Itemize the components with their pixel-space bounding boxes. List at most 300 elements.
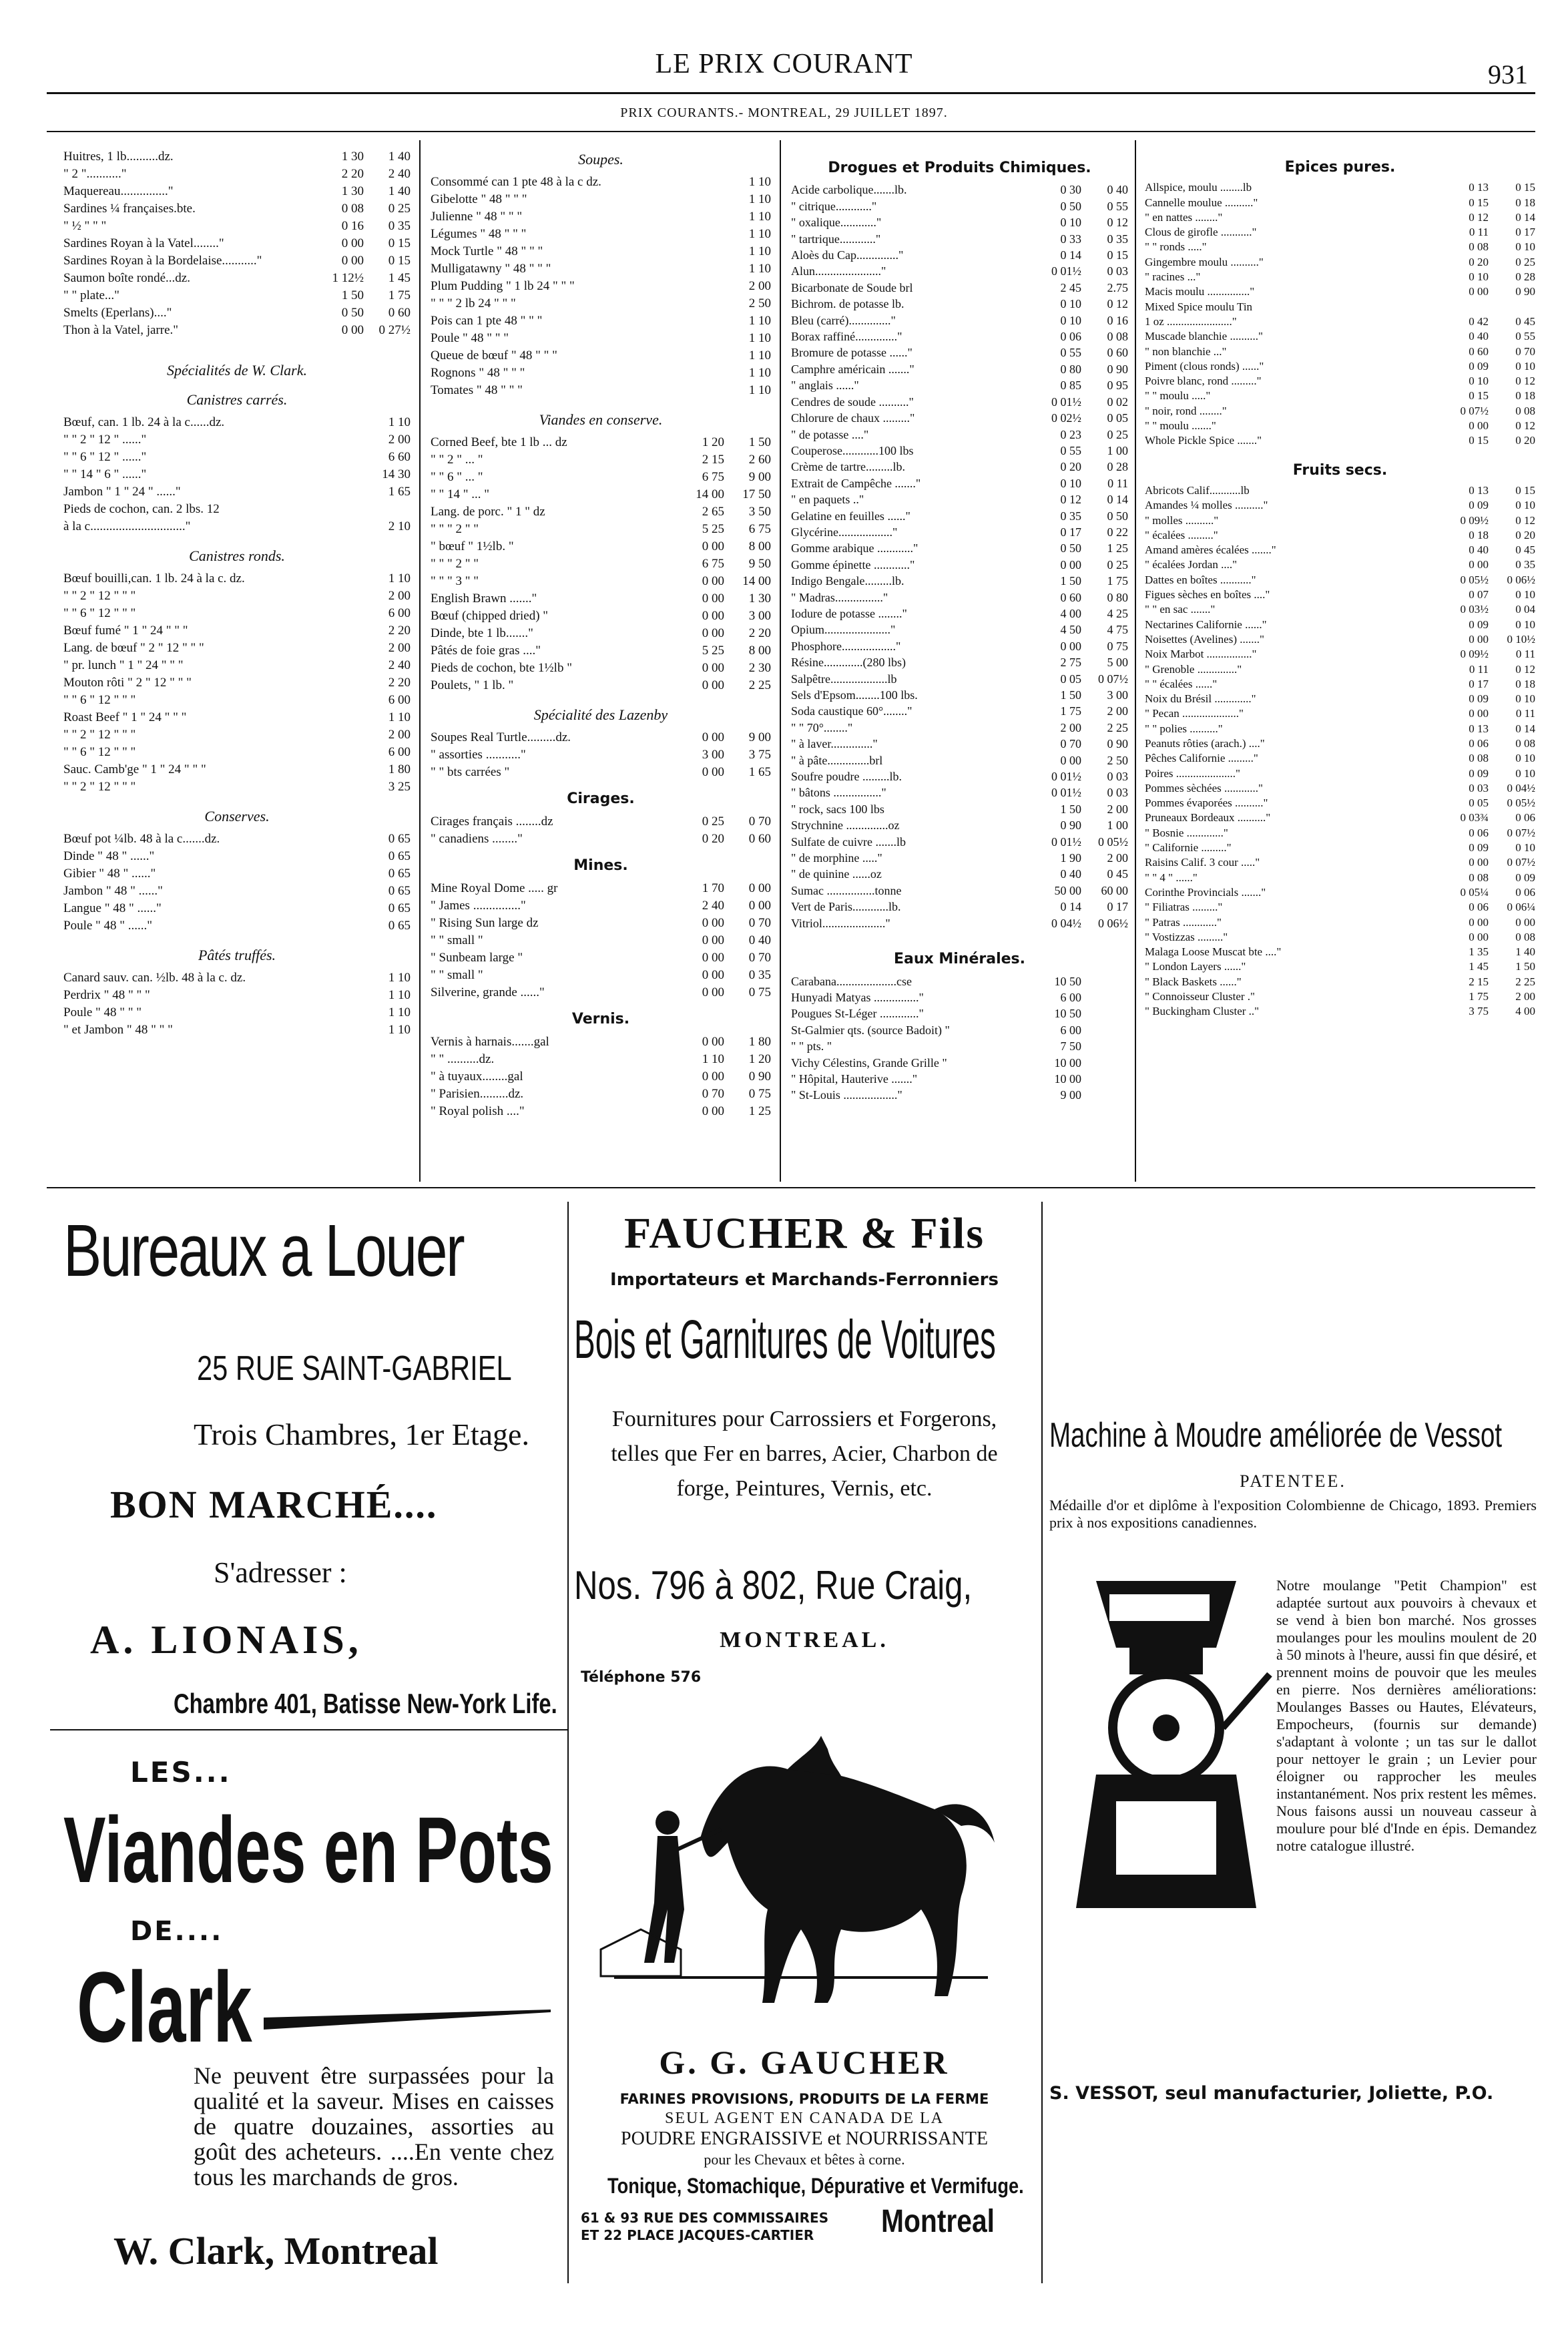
item-name: " Bosnie ............." (1145, 826, 1228, 839)
price-high: 1 20 (748, 1052, 771, 1066)
item-name: " en nattes ........" (1145, 210, 1223, 224)
price-low: 0 01½ (1051, 835, 1081, 849)
item-name: Poivre blanc, rond ........." (1145, 375, 1262, 388)
price-high (1081, 1071, 1128, 1087)
price-low: 0 60 (1469, 344, 1489, 358)
stove-polish-list (431, 880, 771, 1001)
price-row (791, 915, 1128, 931)
price-row (63, 969, 411, 987)
price-column-2 (431, 148, 771, 1120)
price-row (1145, 841, 1535, 855)
price-high: 0 45 (1515, 314, 1535, 328)
price-high: 2 00 (388, 728, 411, 742)
price-low: 14 00 (696, 487, 724, 501)
price-high: 1 40 (1515, 945, 1535, 959)
price-low: 0 09 (1469, 766, 1489, 780)
price-high: 1 50 (748, 435, 771, 449)
canned-meats-list (431, 434, 771, 694)
price-low: 0 10 (1469, 375, 1489, 388)
price-low (317, 483, 364, 501)
price-low: 0 06 (1469, 901, 1489, 914)
item-name: Résine.............(280 lbs) (791, 656, 906, 670)
price-low: 0 09½ (1460, 648, 1489, 661)
price-row (63, 674, 411, 692)
price-high: 0 06½ (1507, 573, 1535, 586)
price-low: 0 20 (1469, 255, 1489, 268)
price-row (791, 459, 1128, 475)
price-low: 0 50 (1060, 541, 1081, 555)
price-high: 0 25 (1107, 557, 1128, 571)
price-row (1145, 528, 1535, 543)
item-name: " " small " (431, 933, 483, 947)
price-low: 0 00 (702, 574, 724, 588)
ad-faucher-address: Nos. 796 à 802, Rue Craig, (574, 1563, 973, 1608)
price-low (317, 692, 364, 709)
price-row (63, 744, 411, 761)
price-low: 0 60 (1060, 590, 1081, 604)
item-name: " citrique............" (791, 199, 877, 213)
price-low: 0 00 (1469, 930, 1489, 943)
item-name: Bicarbonate de Soude brl (791, 280, 913, 294)
price-low: 1 30 (341, 184, 364, 198)
item-name: " à laver.............." (791, 737, 878, 751)
item-name: " Buckingham Cluster .." (1145, 1005, 1260, 1018)
item-name: " bœuf " 1½lb. " (431, 539, 514, 553)
price-high: 0 60 (748, 832, 771, 846)
price-row (1145, 374, 1535, 389)
price-high: 1 30 (748, 592, 771, 606)
price-low (678, 174, 724, 191)
item-name: Bœuf bouilli,can. 1 lb. 24 à la c. dz. (63, 571, 245, 586)
price-high: 0 70 (748, 814, 771, 829)
price-low (317, 588, 364, 605)
price-high: 1 50 (1515, 960, 1535, 973)
price-row (1145, 588, 1535, 602)
price-row (431, 174, 771, 191)
item-name: Mine Royal Dome ..... gr (431, 881, 558, 895)
item-name: " " moulu ....." (1145, 389, 1211, 403)
price-low: 0 06 (1469, 826, 1489, 839)
item-name: " Rising Sun large dz (431, 916, 539, 930)
price-low: 0 35 (1060, 509, 1081, 523)
price-low (678, 260, 724, 278)
price-row (791, 866, 1128, 882)
price-row (431, 880, 771, 897)
item-name: " " plate..." (63, 288, 119, 302)
price-high: 0 10 (1515, 359, 1535, 373)
price-high: 0 03 (1107, 770, 1128, 784)
price-low: 0 30 (1060, 183, 1081, 197)
item-name: Mixed Spice moulu Tin (1145, 300, 1253, 313)
price-high: 0 65 (388, 884, 411, 898)
price-low: 0 10 (1469, 270, 1489, 284)
price-row (1145, 483, 1535, 498)
price-low: 0 08 (341, 202, 364, 216)
price-row (791, 752, 1128, 768)
price-row (791, 377, 1128, 393)
price-row (791, 540, 1128, 556)
page-title: LE PRIX COURANT (655, 49, 913, 79)
price-row (791, 834, 1128, 850)
column-divider (780, 140, 781, 1182)
price-low: 0 01½ (1051, 264, 1081, 278)
item-name: Poires ....................." (1145, 766, 1240, 780)
price-low: 1 12½ (332, 271, 364, 285)
item-name: Extrait de Campêche ......." (791, 476, 921, 490)
item-name: " " 6 " 12 " " " (63, 745, 136, 759)
price-row (431, 677, 771, 694)
item-name: Sardines Royan à la Vatel........" (63, 236, 224, 250)
item-name: " assorties ..........." (431, 748, 526, 762)
price-high: 0 05½ (1507, 796, 1535, 810)
price-low: 1 20 (702, 435, 724, 449)
ad-faucher-sub: Importateurs et Marchands-Ferronniers (610, 1270, 999, 1290)
price-high: 0 14 (1515, 722, 1535, 735)
price-low: 1 50 (341, 288, 364, 302)
price-high: 2 50 (748, 296, 771, 310)
item-name: " James ..............." (431, 899, 526, 913)
price-row (63, 218, 411, 235)
price-row (431, 365, 771, 382)
item-name: " oxalique............" (791, 216, 882, 230)
item-name: " et Jambon " 48 " " " (63, 1023, 173, 1037)
item-name: Bœuf pot ¼lb. 48 à la c.......dz. (63, 832, 220, 846)
price-row (431, 764, 771, 781)
price-low: 0 12 (1060, 493, 1081, 507)
price-high: 1 10 (388, 415, 411, 429)
price-low (317, 657, 364, 674)
price-low: 10 00 (1054, 1072, 1081, 1086)
price-low (678, 295, 724, 312)
ad-bureaux-address: 25 RUE SAINT-GABRIEL (197, 1349, 512, 1388)
price-high: 0 12 (1515, 662, 1535, 676)
item-name: Maquereau..............." (63, 184, 174, 198)
price-high: 0 45 (1515, 543, 1535, 557)
item-name: Consommé can 1 pte 48 à la c dz. (431, 175, 601, 189)
ad-gaucher-city: Montreal (881, 2204, 995, 2239)
price-high (1081, 989, 1128, 1005)
price-high: 1 10 (388, 971, 411, 985)
item-name: " tartrique............" (791, 232, 881, 246)
price-low: 0 50 (341, 306, 364, 320)
price-low: 0 13 (1469, 722, 1489, 735)
price-high: 0 14 (1107, 493, 1128, 507)
item-name: Langue " 48 " ......" (63, 901, 162, 915)
price-row (63, 235, 411, 252)
price-low: 0 00 (702, 592, 724, 606)
price-row (791, 231, 1128, 247)
price-high: 0 90 (1107, 737, 1128, 751)
price-high: 1 65 (748, 765, 771, 779)
price-low (317, 761, 364, 778)
ad-bureaux (63, 1208, 557, 1729)
item-name: Mock Turtle " 48 " " " (431, 244, 543, 258)
price-low: 6 00 (1060, 990, 1081, 1004)
price-high: 0 70 (1515, 344, 1535, 358)
price-high: 0 35 (1107, 232, 1128, 246)
price-high: 0 20 (1515, 434, 1535, 447)
price-row (791, 394, 1128, 410)
ad-bureaux-rooms: Trois Chambres, 1er Etage. (194, 1417, 529, 1451)
price-high: 0 45 (1107, 867, 1128, 881)
item-name: Canard sauv. can. ½lb. 48 à la c. dz. (63, 971, 246, 985)
column-divider (1135, 140, 1136, 1182)
price-row (431, 590, 771, 608)
ad-bureaux-contact: S'adresser : (214, 1556, 347, 1589)
item-name: " Sunbeam large " (431, 951, 523, 965)
price-high: 1 25 (1107, 541, 1128, 555)
item-name: Corned Beef, bte 1 lb ... dz (431, 435, 567, 449)
horse-illustration (587, 1709, 1015, 2016)
item-name: Dattes en boîtes ..........." (1145, 573, 1256, 586)
canned-meats-heading: Viandes en conserve. (539, 411, 663, 428)
price-row (791, 671, 1128, 687)
item-name: Cannelle moulue .........." (1145, 196, 1258, 209)
item-name: Vitriol....................." (791, 916, 890, 930)
item-name: Muscade blanchie .........." (1145, 330, 1263, 343)
price-high: 1 40 (388, 184, 411, 198)
price-low: 2 15 (1469, 975, 1489, 988)
ad-clark-title: Viandes en Pots (63, 1797, 553, 1902)
price-high: 0 12 (1107, 216, 1128, 230)
price-row (791, 784, 1128, 800)
price-high: 1 10 (388, 1005, 411, 1019)
price-low: 10 50 (1054, 974, 1081, 988)
item-name: Opium......................" (791, 623, 896, 637)
price-row (791, 768, 1128, 784)
ad-gaucher-address2: ET 22 PLACE JACQUES-CARTIER (581, 2227, 814, 2243)
item-name: Pommes sèchées ............" (1145, 781, 1263, 794)
ad-gaucher-name: G. G. GAUCHER (659, 2044, 950, 2081)
price-high: 0 07½ (1507, 856, 1535, 869)
soups-list (431, 174, 771, 399)
item-name: Sardines ¼ françaises.bte. (63, 202, 196, 216)
price-row (63, 1021, 411, 1039)
item-name: Gelatine en feuilles ......" (791, 509, 910, 523)
price-high: 1 10 (748, 192, 771, 206)
price-low: 0 15 (1469, 196, 1489, 209)
price-low: 0 10 (1060, 216, 1081, 230)
price-low: 2 00 (1060, 720, 1081, 734)
price-row (63, 883, 411, 900)
varnish-list (431, 1033, 771, 1120)
price-high: 0 05½ (1098, 835, 1128, 849)
price-low (317, 778, 364, 796)
price-row (1145, 513, 1535, 528)
price-row (431, 831, 771, 848)
ad-vessot-signature: S. VESSOT, seul manufacturier, Joliette, P.O. (1049, 2083, 1494, 2104)
price-row (63, 831, 411, 848)
price-high: 0 35 (1515, 558, 1535, 571)
item-name: Phosphore.................." (791, 639, 901, 653)
price-row (1145, 329, 1535, 344)
price-low: 10 50 (1054, 1007, 1081, 1021)
price-row (431, 897, 771, 915)
price-row (1145, 180, 1535, 195)
price-high: 1 10 (388, 571, 411, 586)
price-row (791, 1038, 1128, 1054)
spices-list (1145, 180, 1535, 448)
price-row (1145, 618, 1535, 632)
price-row (63, 518, 411, 535)
price-low: 0 08 (1469, 871, 1489, 884)
price-row (1145, 662, 1535, 677)
price-row (431, 243, 771, 260)
price-low: 6 75 (702, 557, 724, 571)
price-high: 0 08 (1515, 930, 1535, 943)
price-low (317, 449, 364, 466)
price-high: 1 25 (748, 1104, 771, 1118)
price-row (63, 200, 411, 218)
item-name: " " 2 " ... " (431, 453, 483, 467)
price-column-4 (1145, 148, 1535, 1019)
price-row (791, 1022, 1128, 1038)
ad-clark-de: DE.... (130, 1916, 224, 1947)
price-high: 0 25 (388, 202, 411, 216)
item-name: Poule " 48 " ......" (63, 919, 153, 933)
price-high: 1 45 (388, 271, 411, 285)
polish-heading: Cirages. (567, 790, 635, 807)
price-high: 1 75 (1107, 574, 1128, 588)
price-row (63, 322, 411, 339)
price-row (63, 148, 411, 166)
price-low: 0 00 (1469, 419, 1489, 433)
price-low (678, 365, 724, 382)
price-low: 0 14 (1060, 900, 1081, 914)
price-low: 0 00 (341, 323, 364, 337)
price-low: 0 00 (702, 626, 724, 640)
price-row (1145, 433, 1535, 448)
price-high: 0 25 (1515, 255, 1535, 268)
price-low: 0 00 (1469, 285, 1489, 298)
price-row (63, 570, 411, 588)
item-name: Dinde " 48 " ......" (63, 849, 155, 863)
ad-vessot (1049, 1415, 1537, 2104)
item-name: " Patras ............" (1145, 915, 1222, 929)
price-row (1145, 404, 1535, 419)
ad-vessot-text1: Médaille d'or et diplôme à l'exposition Colombienne de Chicago, 1893. Premiers prix à nos expositions canadiennes. (1049, 1497, 1537, 1531)
item-name: Cendres de soude .........." (791, 395, 914, 409)
price-low: 0 05½ (1460, 573, 1489, 586)
price-low: 0 20 (702, 832, 724, 846)
price-low (678, 226, 724, 243)
price-row (791, 622, 1128, 638)
price-low (678, 330, 724, 347)
item-name: " écalées Jordan ...." (1145, 558, 1238, 571)
price-row (791, 312, 1128, 328)
price-high: 0 75 (748, 985, 771, 999)
price-low: 0 00 (1469, 632, 1489, 646)
price-low: 0 33 (1060, 232, 1081, 246)
pates-list (63, 969, 411, 1039)
price-low: 0 42 (1469, 314, 1489, 328)
item-name: " bâtons ................" (791, 786, 886, 800)
price-high (364, 501, 411, 518)
price-low: 0 01½ (1051, 786, 1081, 800)
item-name: Salpêtre...................lb (791, 672, 897, 686)
dried-fruits-list (1145, 483, 1535, 1019)
price-row (431, 451, 771, 469)
price-low: 0 16 (341, 219, 364, 233)
price-high: 0 12 (1515, 375, 1535, 388)
price-high: 0 12 (1107, 297, 1128, 311)
item-name: Sels d'Epsom........100 lbs. (791, 688, 918, 702)
item-name: " non blanchie ..." (1145, 344, 1227, 358)
item-name: Poulets, " 1 lb. " (431, 678, 514, 692)
item-name: " " 2 " 12 " " " (63, 589, 136, 603)
item-name: Peanuts rôties (arach.) ...." (1145, 736, 1265, 750)
price-high: 3 75 (748, 748, 771, 762)
price-low (317, 744, 364, 761)
price-row (63, 865, 411, 883)
price-high: 14 00 (742, 574, 771, 588)
item-name: Cirages français ........dz (431, 814, 553, 829)
item-name: Strychnine ..............oz (791, 819, 900, 833)
item-name: " " moulu ......." (1145, 419, 1216, 433)
item-name: Macis moulu ..............." (1145, 285, 1255, 298)
price-low: 0 00 (1469, 707, 1489, 720)
item-name: Figues sèches en boîtes ...." (1145, 588, 1270, 602)
price-high: 0 07½ (1507, 826, 1535, 839)
item-name: " Grenoble .............." (1145, 662, 1242, 676)
price-low (678, 278, 724, 295)
price-low (1442, 300, 1489, 314)
soups-heading: Soupes. (578, 151, 623, 168)
ad-gaucher-line3: POUDRE ENGRAISSIVE et NOURRISSANTE (621, 2128, 988, 2149)
price-row (431, 330, 771, 347)
item-name: " écalées ........." (1145, 528, 1218, 541)
lazenby-list (431, 729, 771, 781)
round-cans-heading: Canistres ronds. (189, 547, 285, 564)
price-row (63, 483, 411, 501)
price-high: 0 65 (388, 849, 411, 863)
ad-bureaux-title: Bureaux a Louer (63, 1210, 464, 1292)
price-low: 0 09 (1469, 359, 1489, 373)
item-name: " de morphine ....." (791, 851, 882, 865)
item-name: Bromure de potasse ......" (791, 346, 912, 360)
price-high: 0 28 (1515, 270, 1535, 284)
price-high: 0 15 (1107, 248, 1128, 262)
price-high: 2.75 (1107, 280, 1128, 294)
item-name: Poule " 48 " " " (63, 1005, 142, 1019)
ad-clark-signature: W. Clark, Montreal (113, 2229, 439, 2273)
oysters-sardines-list (63, 148, 411, 339)
item-name: Vert de Paris............lb. (791, 900, 901, 914)
price-high: 1 65 (388, 485, 411, 499)
ad-bureaux-name: A. LIONAIS, (90, 1618, 362, 1662)
price-high: 1 10 (388, 1023, 411, 1037)
price-row (791, 654, 1128, 670)
price-high: 0 70 (748, 916, 771, 930)
price-low (317, 414, 364, 431)
price-row (791, 989, 1128, 1005)
price-low (317, 518, 364, 535)
price-row (791, 280, 1128, 296)
price-high: 1 00 (1107, 819, 1128, 833)
price-row (431, 642, 771, 660)
item-name: Raisins Calif. 3 cour ....." (1145, 856, 1260, 869)
item-name: Indigo Bengale.........lb. (791, 574, 904, 588)
item-name: Smelts (Eperlans)...." (63, 306, 172, 320)
price-low (317, 1021, 364, 1039)
price-row (431, 1051, 771, 1068)
price-row (431, 503, 771, 521)
price-high: 3 25 (388, 780, 411, 794)
price-row (1145, 781, 1535, 796)
price-low: 0 00 (702, 730, 724, 744)
price-row (1145, 677, 1535, 692)
price-row (1145, 855, 1535, 870)
